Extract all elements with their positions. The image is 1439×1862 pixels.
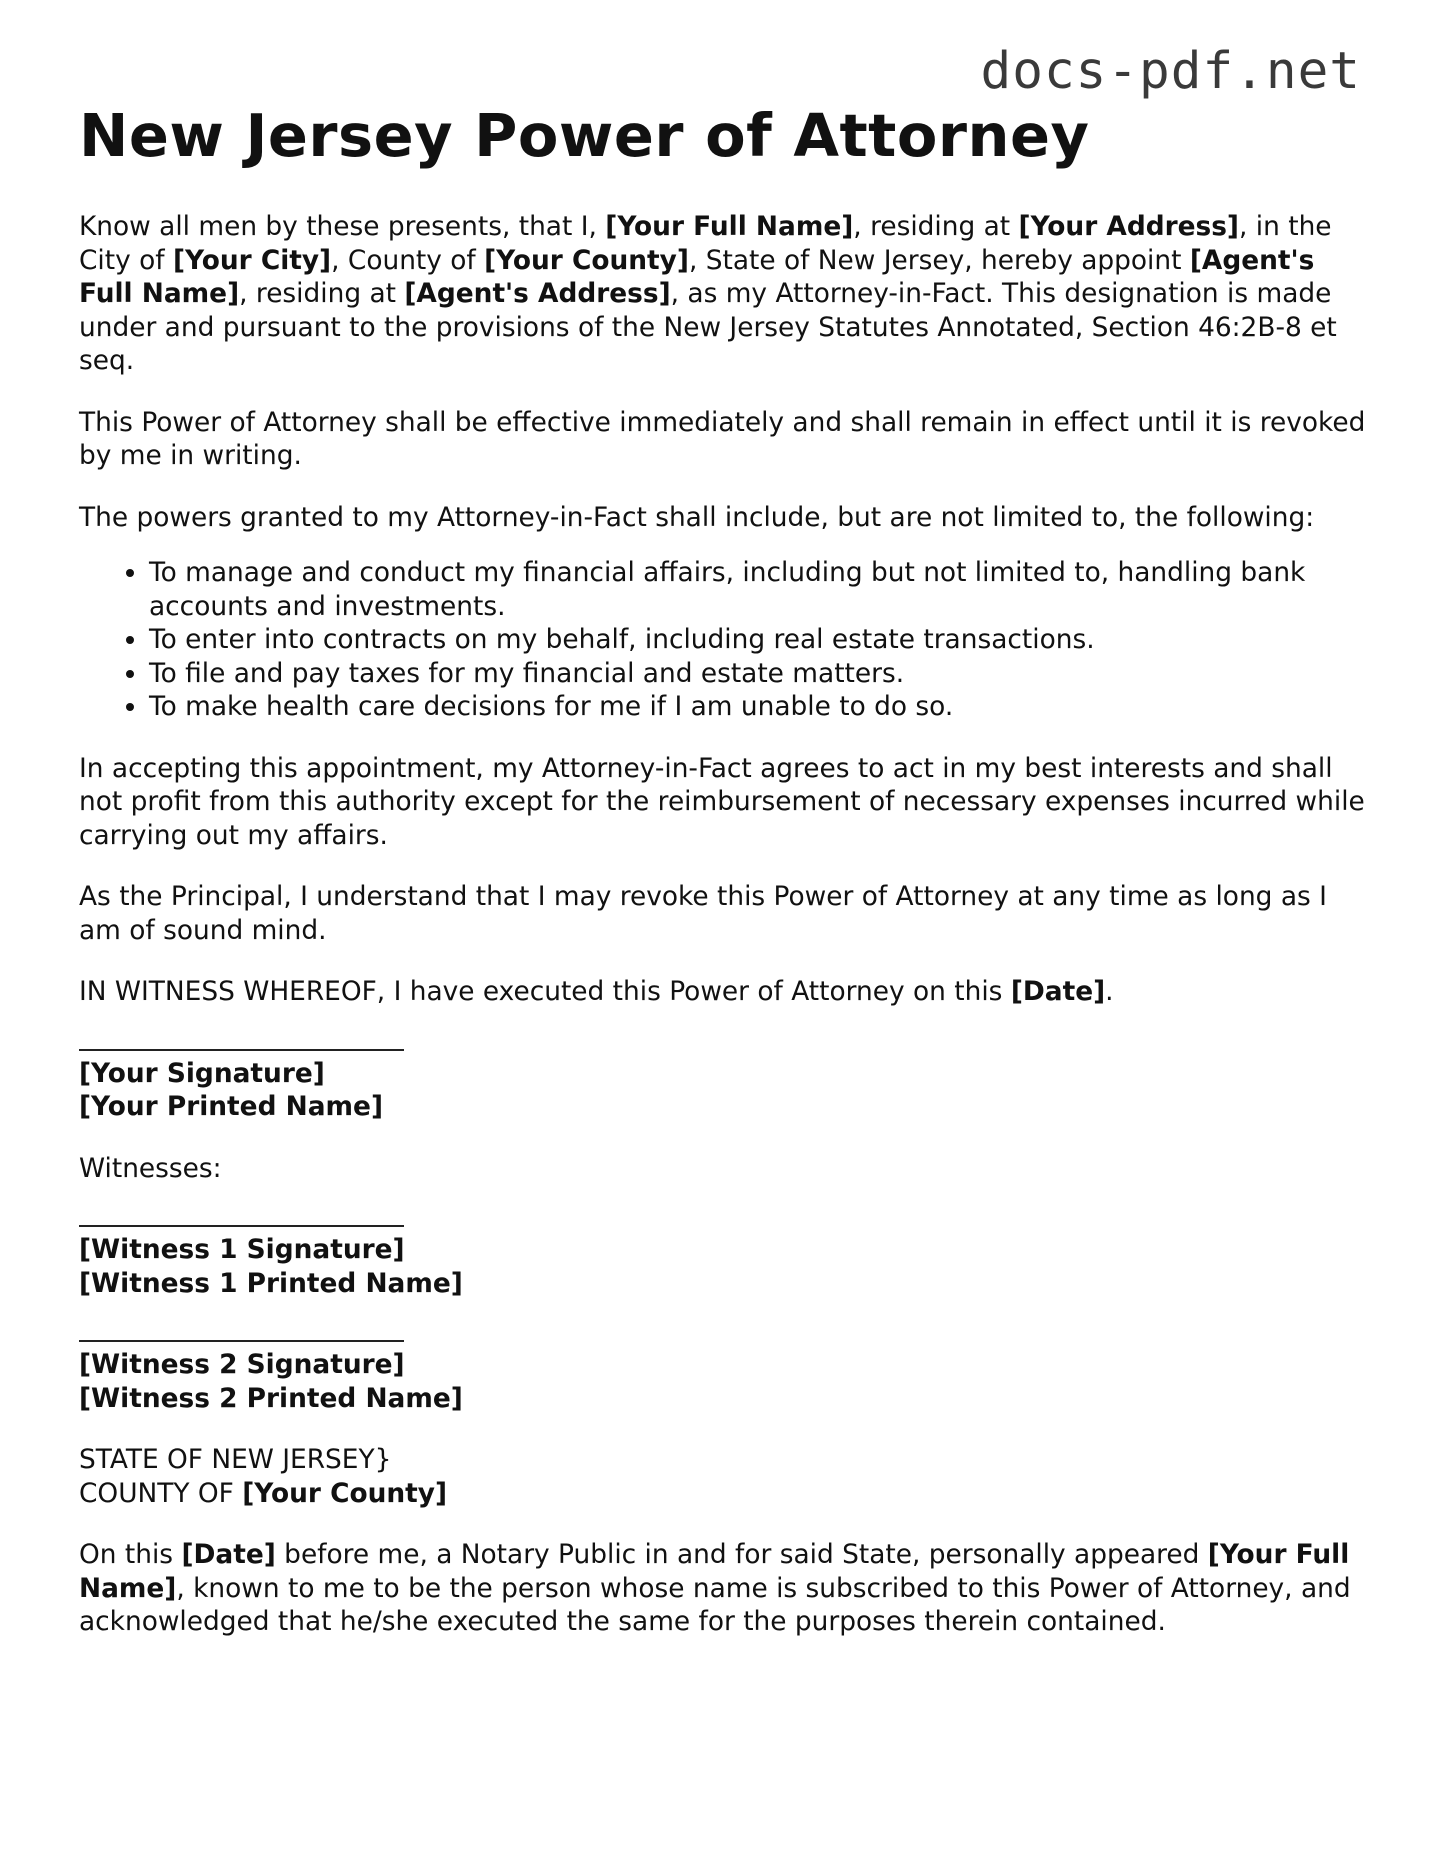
venue-county-label: COUNTY OF: [79, 1477, 243, 1509]
signature-line: [79, 1049, 404, 1051]
witness-1-printed-name-placeholder: [Witness 1 Printed Name]: [79, 1267, 463, 1299]
venue-state: STATE OF NEW JERSEY}: [79, 1444, 392, 1475]
notary-date-placeholder: [Date]: [181, 1539, 276, 1570]
principal-name-placeholder: [Your Full Name]: [605, 211, 854, 242]
list-item: • To file and pay taxes for my financial and estate matters.: [149, 657, 1369, 691]
agent-name-placeholder: [Agent's Full Name]: [79, 244, 1315, 309]
witnesses-label: Witnesses:: [79, 1152, 222, 1184]
witness-1-signature-block: [79, 1225, 1369, 1300]
witness-2-signature-placeholder: [Witness 2 Signature]: [79, 1349, 405, 1380]
intro-paragraph: Know all men by these presents, that I, [Your Full Name], residing at [Your Address], in the City of [Your City], County of [Your County], State of New Jersey, hereby appoint [Agent's Full Name], residing at [Agent's Address], as my Attorney-in-Fact. This designation is made under and pursuant to the provisions of the New Jersey Statutes Annotated, Section 46:2B-8 et seq.: [79, 211, 1337, 376]
accepting-paragraph: In accepting this appointment, my Attorney-in-Fact agrees to act in my best interests and shall not profit from this authority except for the reimbursement of necessary expenses incurred while carrying out my affairs.: [79, 752, 1365, 851]
city-placeholder: [Your City]: [172, 244, 332, 276]
witness-2-signature-block: [79, 1340, 1369, 1415]
revoke-paragraph: As the Principal, I understand that I may revoke this Power of Attorney at any time as long as I am of sound mind.: [79, 881, 1327, 946]
principal-printed-name-placeholder: [Your Printed Name]: [79, 1091, 384, 1122]
effective-paragraph: This Power of Attorney shall be effective immediately and shall remain in effect until it is revoked by me in writing.: [79, 406, 1366, 471]
notary-paragraph: On this [Date] before me, a Notary Public in and for said State, personally appeared [Your Full Name], known to me to be the person whose name is subscribed to this Power of Attorney, and acknowledged that he/she executed the same for the purposes therein contained.: [79, 1539, 1351, 1637]
principal-address-placeholder: [Your Address]: [1018, 211, 1239, 242]
venue-county-placeholder: [Your County]: [242, 1477, 448, 1509]
county-placeholder: [Your County]: [484, 244, 689, 276]
list-item: • To manage and conduct my financial affairs, including but not limited to, handling bank accounts and investments.: [149, 556, 1369, 623]
principal-signature-block: [79, 1049, 1369, 1124]
witness-2-printed-name-placeholder: [Witness 2 Printed Name]: [79, 1382, 463, 1414]
list-item: • To make health care decisions for me if I am unable to do so.: [149, 690, 1369, 724]
site-watermark: docs-pdf.net: [980, 42, 1361, 101]
powers-intro-paragraph: The powers granted to my Attorney-in-Fact shall include, but are not limited to, the following:: [79, 501, 1315, 533]
list-item: • To enter into contracts on my behalf, including real estate transactions.: [149, 623, 1369, 657]
signature-line: [79, 1340, 404, 1342]
date-placeholder: [Date]: [1010, 976, 1106, 1007]
document-title: New Jersey Power of Attorney: [79, 101, 1090, 170]
powers-list: [79, 556, 1369, 724]
signature-line: [79, 1225, 404, 1227]
agent-address-placeholder: [Agent's Address]: [404, 278, 671, 309]
witness-1-signature-placeholder: [Witness 1 Signature]: [79, 1234, 405, 1265]
notary-principal-name-placeholder: [Your Full Name]: [79, 1539, 1350, 1604]
venue-block: [79, 1443, 1369, 1510]
witness-whereof-paragraph: IN WITNESS WHEREOF, I have executed this Power of Attorney on this [Date].: [79, 976, 1114, 1007]
principal-signature-placeholder: [Your Signature]: [79, 1057, 325, 1089]
document-page: [79, 100, 1369, 1667]
